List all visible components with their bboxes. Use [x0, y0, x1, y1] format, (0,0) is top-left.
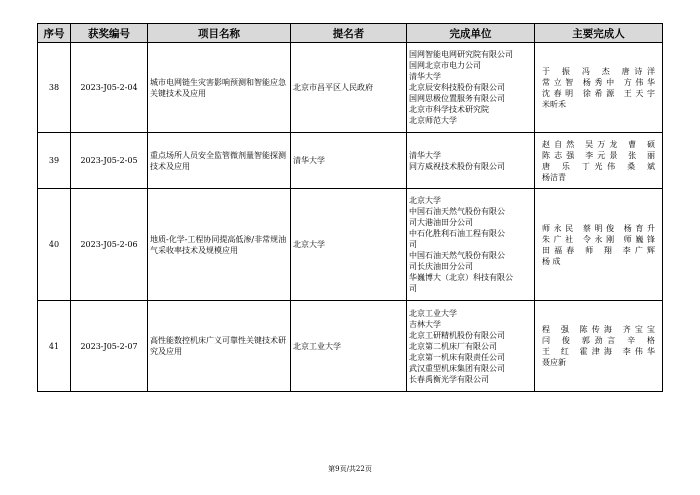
unit-line: 司 [409, 284, 417, 293]
table-row [38, 43, 663, 133]
row-units [407, 133, 535, 189]
row-seq: 38 [38, 43, 71, 133]
table-row [38, 133, 663, 189]
header-people: 主要完成人 [535, 24, 663, 43]
row-project: 城市电网链生灾害影响预测和智能应急关键技术及应用 [148, 43, 291, 133]
page-number: 第9页/共22页 [328, 465, 372, 473]
row-people [535, 189, 663, 301]
header-units: 完成单位 [407, 24, 535, 43]
unit-line: 中国石油天然气股份有限公 [409, 251, 505, 260]
people-line: 闫 俊 郭劲言 辛 格 [542, 336, 655, 345]
people-line: 田福春 师 翔 李广辉 [542, 245, 655, 255]
unit-line: 国网智能电网研究院有限公司 [409, 50, 513, 59]
row-seq: 39 [38, 133, 71, 189]
header-nominator: 提名者 [291, 24, 407, 43]
unit-line: 北京第二机床厂有限公司 [409, 341, 497, 351]
unit-line: 中国石油天然气股份有限公 [409, 207, 505, 216]
row-seq: 40 [38, 189, 71, 301]
unit-line: 司 [409, 240, 417, 249]
unit-line: 北京第一机床有限责任公司 [409, 352, 505, 362]
unit-line: 清华大学 [409, 150, 441, 160]
row-people [535, 301, 663, 392]
row-project: 重点场所人员安全监管微剂量智能探测技术及应用 [148, 133, 291, 189]
row-nominator: 清华大学 [291, 133, 407, 189]
unit-line: 北京大学 [409, 196, 441, 205]
unit-line: 北京辰安科技股份有限公司 [409, 83, 505, 92]
table-row [38, 189, 663, 301]
unit-line: 北京市科学技术研究院 [409, 105, 489, 114]
row-units [407, 301, 535, 392]
unit-line: 北京工研精机股份有限公司 [409, 330, 505, 340]
unit-line: 司长庆油田分公司 [409, 262, 473, 271]
header-code: 获奖编号 [71, 24, 148, 43]
people-line: 唐 乐 丁光伟 桑 斌 [542, 161, 655, 171]
award-table [37, 23, 663, 392]
table-body [38, 43, 663, 392]
unit-line: 清华大学 [409, 72, 441, 81]
unit-line: 国网北京市电力公司 [409, 61, 481, 70]
row-project: 地质-化学-工程协同提高低渗/非常规油气采收率技术及规模应用 [148, 189, 291, 301]
row-nominator: 北京大学 [291, 189, 407, 301]
table-row [38, 301, 663, 392]
row-people [535, 133, 663, 189]
row-project: 高性能数控机床广义可靠性关键技术研究及应用 [148, 301, 291, 392]
unit-line: 华巍博大（北京）科技有限公 [409, 273, 513, 282]
unit-line: 吉林大学 [409, 319, 441, 329]
people-line: 朱广社 令永刚 师巍锋 [542, 234, 655, 244]
unit-line: 武汉重型机床集团有限公司 [409, 363, 505, 373]
people-line: 沈春明 徐希源 王天宇 [542, 88, 655, 98]
people-line: 陈志强 李元景 张 丽 [542, 150, 655, 160]
unit-line: 中石化胜利石油工程有限公 [409, 229, 505, 238]
row-seq: 41 [38, 301, 71, 392]
people-line: 于 振 冯 杰 唐诗洋 [542, 66, 655, 76]
people-line: 赵自然 吴万龙 曹 硕 [542, 139, 655, 149]
people-line: 杨 成 [542, 256, 561, 266]
people-line: 杨洁青 [542, 172, 566, 182]
row-units [407, 43, 535, 133]
people-line: 常立智 杨秀中 方伟华 [542, 77, 655, 87]
header-seq: 序号 [38, 24, 71, 43]
row-units [407, 189, 535, 301]
row-nominator: 北京市昌平区人民政府 [291, 43, 407, 133]
people-line: 米昕禾 [542, 99, 566, 109]
unit-line: 长春禹衡光学有限公司 [409, 374, 489, 384]
unit-line: 北京师范大学 [409, 116, 457, 125]
people-line: 程 强 陈传海 齐宝宝 [542, 325, 655, 334]
row-code: 2023-J05-2-07 [71, 301, 148, 392]
people-line: 聂应新 [542, 358, 566, 367]
row-people [535, 43, 663, 133]
unit-line: 同方威视技术股份有限公司 [409, 161, 505, 171]
table-header-row [38, 24, 663, 43]
people-line: 王 红 霍津海 李伟华 [542, 347, 655, 356]
people-line: 师永民 蔡明俊 杨育升 [542, 223, 655, 233]
unit-line: 北京工业大学 [409, 308, 457, 318]
row-code: 2023-J05-2-06 [71, 189, 148, 301]
header-project: 项目名称 [148, 24, 291, 43]
row-nominator: 北京工业大学 [291, 301, 407, 392]
unit-line: 国网思极位置服务有限公司 [409, 94, 505, 103]
row-code: 2023-J05-2-05 [71, 133, 148, 189]
unit-line: 司大港油田分公司 [409, 218, 473, 227]
row-code: 2023-J05-2-04 [71, 43, 148, 133]
